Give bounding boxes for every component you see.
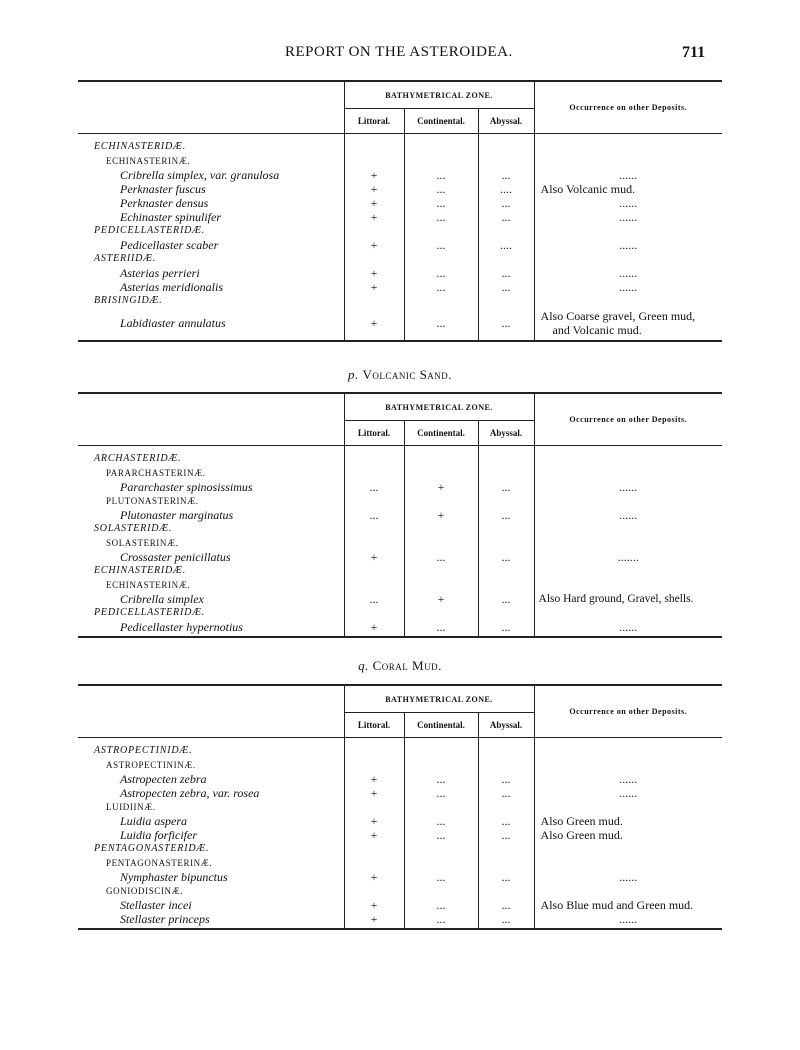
littoral-cell: + — [344, 550, 404, 564]
abyssal-cell: ... — [478, 592, 534, 606]
abyssal-cell: ... — [478, 210, 534, 224]
bathymetrical-zone-header: BATHYMETRICAL ZONE. — [344, 81, 534, 109]
occurrence-cell: ...... — [534, 266, 722, 280]
table-row — [78, 154, 722, 168]
occurrence-header: Occurrence on other Deposits. — [534, 685, 722, 738]
littoral-cell: + — [344, 196, 404, 210]
occurrence-header: Occurrence on other Deposits. — [534, 81, 722, 134]
family-name: ECHINASTERIDÆ. — [94, 565, 187, 576]
subfamily-name: ECHINASTERINÆ. — [106, 156, 191, 166]
occurrence-cell: ...... — [534, 480, 722, 494]
abyssal-cell: ... — [478, 870, 534, 884]
abyssal-cell: .... — [478, 238, 534, 252]
continental-cell: ... — [404, 772, 478, 786]
table-row — [78, 564, 722, 578]
continental-cell: + — [404, 480, 478, 494]
subfamily-name: PARARCHASTERINÆ. — [106, 468, 206, 478]
abyssal-cell: .... — [478, 182, 534, 196]
table-row — [78, 508, 722, 522]
table-row — [78, 494, 722, 508]
occurrence-cell: ...... — [534, 870, 722, 884]
subfamily-name: PENTAGONASTERINÆ. — [106, 858, 213, 868]
table-row — [78, 308, 722, 341]
species-name: Crossaster penicillatus — [120, 550, 231, 564]
continental-header: Continental. — [404, 713, 478, 738]
continental-cell: ... — [404, 238, 478, 252]
species-name: Luidia aspera — [120, 814, 188, 828]
occurrence-cell: ...... — [534, 508, 722, 522]
occurrence-cell: Also Blue mud and Green mud. — [534, 898, 722, 912]
species-name: Pedicellaster scaber — [120, 238, 219, 252]
table-row — [78, 606, 722, 620]
table-row — [78, 744, 722, 758]
littoral-cell: + — [344, 828, 404, 842]
continental-cell: ... — [404, 196, 478, 210]
species-name: Plutonaster marginatus — [120, 508, 234, 522]
occurrence-cell: ...... — [534, 210, 722, 224]
littoral-cell: + — [344, 280, 404, 294]
continental-cell: ... — [404, 898, 478, 912]
littoral-cell: + — [344, 786, 404, 800]
table-1 — [78, 80, 722, 342]
section-title-q — [0, 658, 800, 674]
abyssal-cell: ... — [478, 828, 534, 842]
occurrence-cell: ...... — [534, 786, 722, 800]
occurrence-cell: ...... — [534, 772, 722, 786]
species-name: Stellaster incei — [120, 898, 192, 912]
abyssal-cell: ... — [478, 898, 534, 912]
littoral-cell: + — [344, 814, 404, 828]
abyssal-cell: ... — [478, 814, 534, 828]
table-row — [78, 280, 722, 294]
littoral-cell: + — [344, 620, 404, 637]
littoral-header: Littoral. — [344, 109, 404, 134]
littoral-cell: + — [344, 210, 404, 224]
occurrence-cell: ...... — [534, 912, 722, 929]
table-row — [78, 480, 722, 494]
littoral-header: Littoral. — [344, 713, 404, 738]
continental-cell: ... — [404, 210, 478, 224]
family-name: PEDICELLASTERIDÆ. — [94, 225, 206, 236]
continental-cell: ... — [404, 550, 478, 564]
species-name: Pedicellaster hypernotius — [120, 620, 243, 634]
table-row — [78, 550, 722, 564]
section-name: Volcanic Sand. — [362, 367, 453, 382]
page-header — [0, 44, 800, 64]
continental-cell: ... — [404, 266, 478, 280]
abyssal-cell: ... — [478, 912, 534, 929]
continental-cell: ... — [404, 168, 478, 182]
table-row — [78, 536, 722, 550]
subfamily-name: ASTROPECTININÆ. — [106, 760, 196, 770]
family-name: PENTAGONASTERIDÆ. — [94, 843, 210, 854]
continental-header: Continental. — [404, 421, 478, 446]
species-name: Astropecten zebra, var. rosea — [120, 786, 260, 800]
continental-cell: ... — [404, 814, 478, 828]
littoral-header: Littoral. — [344, 421, 404, 446]
section-letter: p. — [347, 367, 359, 382]
table-row — [78, 592, 722, 606]
species-name: Pararchaster spinosissimus — [120, 480, 253, 494]
littoral-cell: ... — [344, 592, 404, 606]
table-row — [78, 578, 722, 592]
family-name: PEDICELLASTERIDÆ. — [94, 607, 206, 618]
table-row — [78, 620, 722, 637]
table-row — [78, 196, 722, 210]
abyssal-cell: ... — [478, 480, 534, 494]
species-name: Perknaster densus — [120, 196, 209, 210]
occurrence-header: Occurrence on other Deposits. — [534, 393, 722, 446]
subfamily-name: ECHINASTERINÆ. — [106, 580, 191, 590]
table-row — [78, 786, 722, 800]
littoral-cell: ... — [344, 480, 404, 494]
littoral-cell: + — [344, 898, 404, 912]
table-row — [78, 238, 722, 252]
family-name: ARCHASTERIDÆ. — [94, 453, 182, 464]
species-name: Perknaster fuscus — [120, 182, 206, 196]
species-name: Astropecten zebra — [120, 772, 207, 786]
occurrence-cell: ...... — [534, 620, 722, 637]
table-row — [78, 210, 722, 224]
littoral-cell: + — [344, 772, 404, 786]
subfamily-name: LUIDIINÆ. — [106, 802, 156, 812]
abyssal-cell: ... — [478, 266, 534, 280]
abyssal-cell: ... — [478, 308, 534, 341]
occurrence-cell: ....... — [534, 550, 722, 564]
continental-cell: + — [404, 592, 478, 606]
table-row — [78, 140, 722, 154]
family-name: ASTROPECTINIDÆ. — [94, 745, 193, 756]
littoral-cell: + — [344, 182, 404, 196]
abyssal-cell: ... — [478, 196, 534, 210]
species-name: Cribrella simplex — [120, 592, 204, 606]
table-row — [78, 842, 722, 856]
occurrence-cell: Also Green mud. — [534, 814, 722, 828]
continental-cell: ... — [404, 280, 478, 294]
abyssal-cell: ... — [478, 168, 534, 182]
abyssal-cell: ... — [478, 786, 534, 800]
section-title-p — [0, 367, 800, 383]
continental-cell: ... — [404, 182, 478, 196]
occurrence-cell: Also Hard ground, Gravel, shells. — [534, 592, 722, 606]
occurrence-cell: Also Volcanic mud. — [534, 182, 722, 196]
table-row — [78, 522, 722, 536]
abyssal-cell: ... — [478, 772, 534, 786]
page-number: 711 — [682, 44, 706, 61]
bathymetrical-zone-header: BATHYMETRICAL ZONE. — [344, 393, 534, 421]
continental-cell: + — [404, 508, 478, 522]
section-letter: q. — [358, 658, 369, 673]
table-3 — [78, 684, 722, 930]
continental-header: Continental. — [404, 109, 478, 134]
family-name: ASTERIIDÆ. — [94, 253, 157, 264]
table-row — [78, 814, 722, 828]
abyssal-header: Abyssal. — [478, 421, 534, 446]
table-row — [78, 294, 722, 308]
occurrence-line-2: and Volcanic mud. — [552, 323, 642, 337]
table-row — [78, 870, 722, 884]
table-row — [78, 884, 722, 898]
table-row — [78, 452, 722, 466]
table-2 — [78, 392, 722, 638]
family-name: BRISINGIDÆ. — [94, 295, 163, 306]
abyssal-header: Abyssal. — [478, 109, 534, 134]
littoral-cell: ... — [344, 508, 404, 522]
table-row — [78, 758, 722, 772]
species-name: Asterias meridionalis — [120, 280, 224, 294]
bathymetrical-zone-header: BATHYMETRICAL ZONE. — [344, 685, 534, 713]
littoral-cell: + — [344, 912, 404, 929]
continental-cell: ... — [404, 786, 478, 800]
table-row — [78, 466, 722, 480]
abyssal-cell: ... — [478, 620, 534, 637]
table-row — [78, 266, 722, 280]
table-row — [78, 224, 722, 238]
occurrence-cell: ...... — [534, 196, 722, 210]
continental-cell: ... — [404, 870, 478, 884]
continental-cell: ... — [404, 620, 478, 637]
table-row — [78, 898, 722, 912]
littoral-cell: + — [344, 870, 404, 884]
table-row — [78, 252, 722, 266]
family-name: SOLASTERIDÆ. — [94, 523, 173, 534]
abyssal-header: Abyssal. — [478, 713, 534, 738]
species-name: Asterias perrieri — [120, 266, 200, 280]
abyssal-cell: ... — [478, 508, 534, 522]
species-name: Cribrella simplex, var. granulosa — [120, 168, 280, 182]
species-name: Stellaster princeps — [120, 912, 210, 926]
subfamily-name: GONIODISCINÆ. — [106, 886, 184, 896]
occurrence-cell: ...... — [534, 238, 722, 252]
species-name: Nymphaster bipunctus — [120, 870, 228, 884]
occurrence-cell: Also Green mud. — [534, 828, 722, 842]
continental-cell: ... — [404, 912, 478, 929]
species-name: Luidia forficifer — [120, 828, 198, 842]
littoral-cell: + — [344, 308, 404, 341]
abyssal-cell: ... — [478, 280, 534, 294]
continental-cell: ... — [404, 308, 478, 341]
table-row — [78, 856, 722, 870]
subfamily-name: PLUTONASTERINÆ. — [106, 496, 199, 506]
occurrence-line-1: Also Coarse gravel, Green mud, — [540, 309, 696, 323]
table-row — [78, 828, 722, 842]
table-row — [78, 912, 722, 929]
table-row — [78, 182, 722, 196]
littoral-cell: + — [344, 168, 404, 182]
abyssal-cell: ... — [478, 550, 534, 564]
continental-cell: ... — [404, 828, 478, 842]
occurrence-cell: ...... — [534, 280, 722, 294]
species-name: Labidiaster annulatus — [120, 316, 226, 330]
table-row — [78, 772, 722, 786]
running-title: REPORT ON THE ASTEROIDEA. — [285, 44, 513, 60]
family-name: ECHINASTERIDÆ. — [94, 141, 187, 152]
littoral-cell: + — [344, 266, 404, 280]
table-row — [78, 800, 722, 814]
occurrence-cell: ...... — [534, 168, 722, 182]
littoral-cell: + — [344, 238, 404, 252]
occurrence-cell — [534, 308, 722, 341]
subfamily-name: SOLASTERINÆ. — [106, 538, 179, 548]
species-name: Echinaster spinulifer — [120, 210, 221, 224]
section-name: Coral Mud. — [372, 658, 442, 673]
table-row — [78, 168, 722, 182]
